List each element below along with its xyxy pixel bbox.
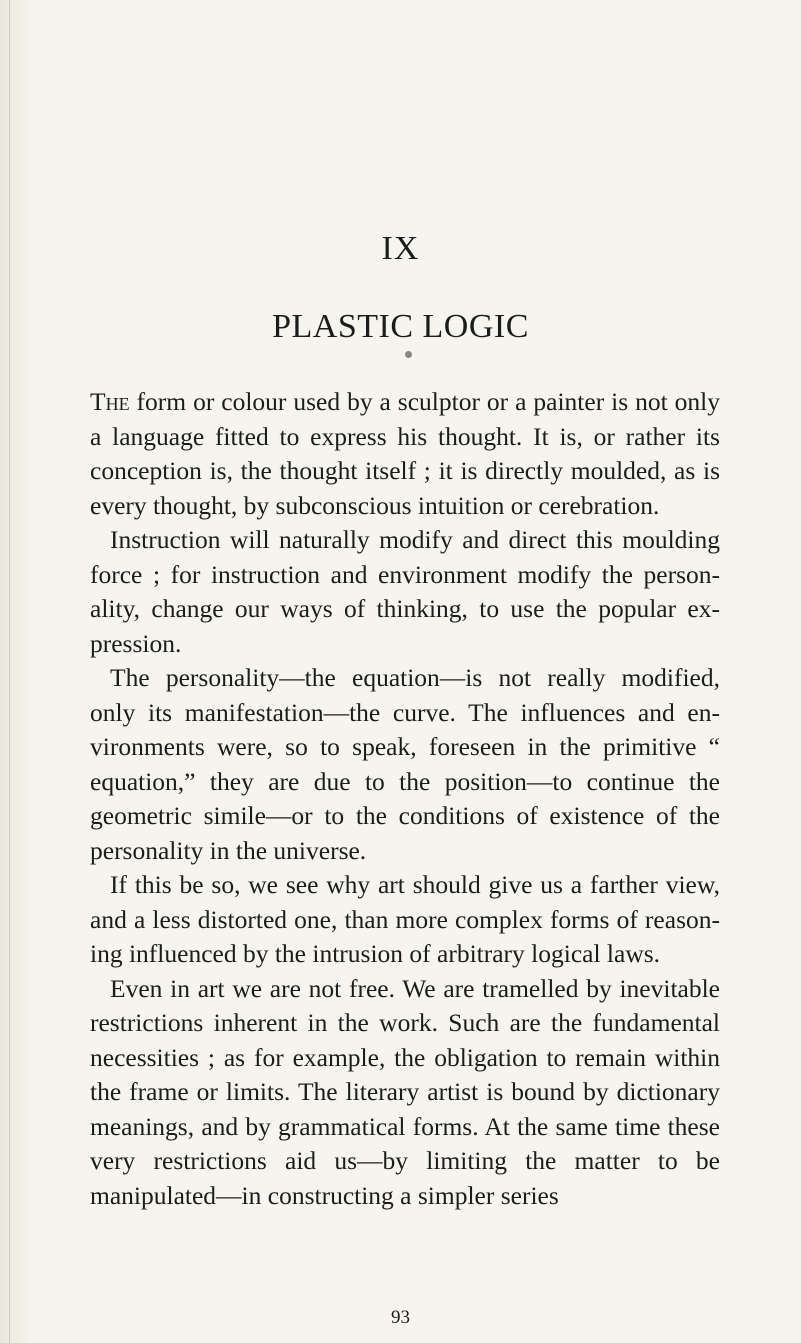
paragraph-4: If this be so, we see why art should give us a farther view, and a less distorted one, than more complex forms of reasoning influenced by the intrusion of arbitrary logical laws. [90, 870, 720, 968]
paragraph-lead-word: The [90, 387, 130, 416]
paragraph-3: The personality—the equation—is not really modified, only its manifestation—the curve. The influences and environments were, so to speak, foreseen in the primitive “ equation,” they are due to the position—to continue the geometric simile—or to the conditions of existence of the personality in the universe. [90, 663, 720, 865]
body-text [90, 385, 720, 1213]
paragraph-2: Instruction will naturally modify and direct this moulding force ; for instruction and environment modify the personality, change our ways of thinking, to use the popular expression. [90, 525, 720, 658]
paragraph-5: Even in art we are not free. We are tramelled by inevitable restrictions inherent in the work. Such are the fundamental necessities ; as for example, the obligation to remain within the frame or limits. The literary artist is bound by dictionary meanings, and by grammatical forms. At the same time these very restrictions aid us—by limiting the matter to be manipulated—in constructing a simpler series [90, 973, 720, 1210]
page-gutter-shadow [0, 0, 36, 1343]
paragraph-1 [90, 385, 720, 523]
binding-edge-line [9, 0, 10, 1343]
paragraph-text: form or colour used by a sculptor or a painter is not only a language fitted to express his thought. It is, or rather its conception is, the thought itself ; it is directly moulded, as is every thought, by subconscious intuition or cerebration. [90, 387, 720, 520]
page-number: 93 [391, 1307, 410, 1328]
chapter-title: PLASTIC LOGIC [272, 308, 529, 345]
chapter-number: IX [381, 230, 420, 267]
ornament-dot-icon [405, 351, 412, 358]
